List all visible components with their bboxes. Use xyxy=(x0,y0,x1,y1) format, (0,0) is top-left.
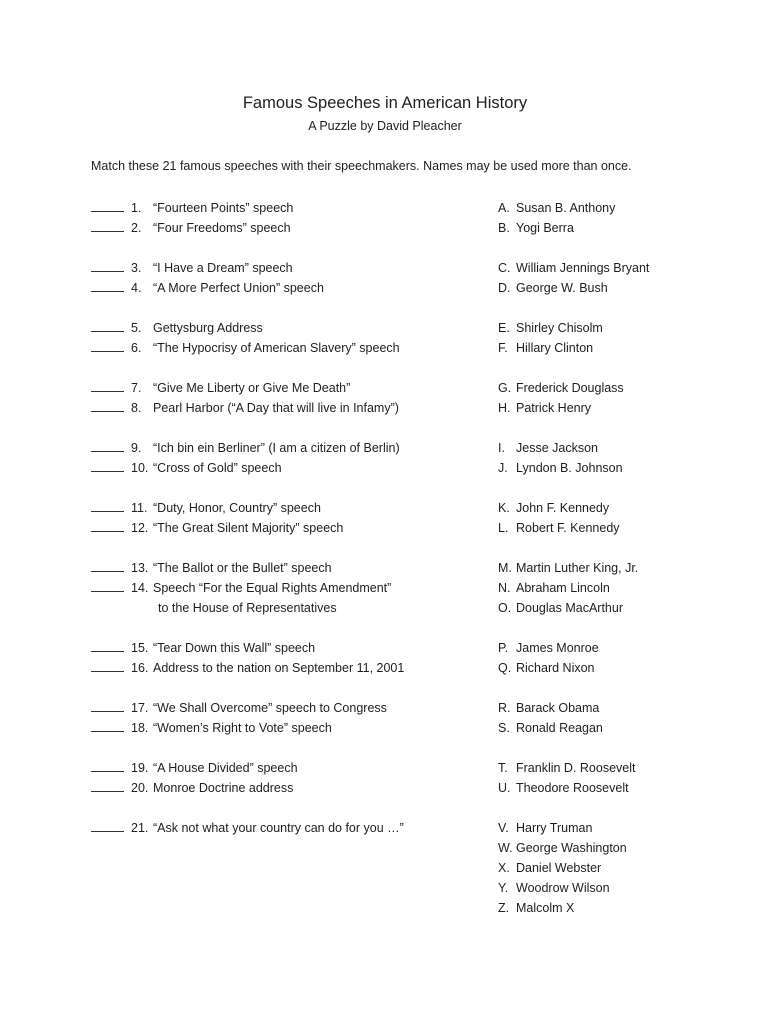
answer-item xyxy=(498,818,748,838)
question-text: “The Great Silent Majority” speech xyxy=(153,521,344,535)
answer-name: George Washington xyxy=(516,841,627,855)
question-item xyxy=(91,718,491,738)
answer-letter: Q. xyxy=(498,661,512,675)
question-text: “The Hypocrisy of American Slavery” speech xyxy=(153,341,400,355)
question-number: 17. xyxy=(131,701,149,715)
answer-letter: H. xyxy=(498,401,511,415)
question-text: “Duty, Honor, Country” speech xyxy=(153,501,321,515)
answer-letter: T. xyxy=(498,761,508,775)
question-number: 2. xyxy=(131,221,142,235)
answer-name: Patrick Henry xyxy=(516,401,592,415)
question-number: 14. xyxy=(131,581,149,595)
answer-letter: L. xyxy=(498,521,509,535)
answer-item xyxy=(498,398,748,418)
answer-item xyxy=(498,258,748,278)
page-title: Famous Speeches in American History xyxy=(242,94,528,112)
answer-name: Richard Nixon xyxy=(516,661,595,675)
answer-blank[interactable] xyxy=(91,398,124,412)
question-text: “We Shall Overcome” speech to Congress xyxy=(153,701,387,715)
answer-letter: C. xyxy=(498,261,511,275)
question-text: Monroe Doctrine address xyxy=(153,781,294,795)
question-number: 16. xyxy=(131,661,149,675)
answer-item xyxy=(498,378,748,398)
answer-name: Abraham Lincoln xyxy=(516,581,610,595)
question-item xyxy=(91,658,491,678)
answer-letter: G. xyxy=(498,381,512,395)
question-continuation: to the House of Representatives xyxy=(158,601,337,615)
answer-blank[interactable] xyxy=(91,258,124,272)
answer-item xyxy=(498,758,748,778)
answer-letter: R. xyxy=(498,701,511,715)
answer-blank[interactable] xyxy=(91,518,124,532)
answer-name: Lyndon B. Johnson xyxy=(516,461,623,475)
answer-item xyxy=(498,578,748,598)
question-text: “Fourteen Points” speech xyxy=(153,201,294,215)
question-number: 5. xyxy=(131,321,142,335)
answer-blank[interactable] xyxy=(91,558,124,572)
question-number: 21. xyxy=(131,821,149,835)
question-number: 18. xyxy=(131,721,149,735)
answer-blank[interactable] xyxy=(91,378,124,392)
question-text: “Women’s Right to Vote” speech xyxy=(153,721,332,735)
question-item xyxy=(91,438,491,458)
question-item xyxy=(91,518,491,538)
question-item xyxy=(91,198,491,218)
question-text: “Tear Down this Wall” speech xyxy=(153,641,316,655)
question-item xyxy=(91,258,491,278)
answer-blank[interactable] xyxy=(91,718,124,732)
answer-blank[interactable] xyxy=(91,438,124,452)
answer-letter: J. xyxy=(498,461,508,475)
answer-list xyxy=(498,198,748,918)
question-text: “I Have a Dream” speech xyxy=(153,261,293,275)
question-number: 9. xyxy=(131,441,142,455)
answer-letter: X. xyxy=(498,861,510,875)
answer-item xyxy=(498,718,748,738)
question-item xyxy=(91,378,491,398)
answer-letter: O. xyxy=(498,601,512,615)
answer-letter: W. xyxy=(498,841,513,855)
answer-letter: K. xyxy=(498,501,510,515)
answer-name: Douglas MacArthur xyxy=(516,601,623,615)
question-text: “Cross of Gold” speech xyxy=(153,461,282,475)
answer-blank[interactable] xyxy=(91,338,124,352)
question-number: 12. xyxy=(131,521,149,535)
question-number: 6. xyxy=(131,341,142,355)
answer-letter: B. xyxy=(498,221,510,235)
answer-name: Shirley Chisolm xyxy=(516,321,603,335)
question-item xyxy=(91,818,491,838)
question-number: 4. xyxy=(131,281,142,295)
question-item xyxy=(91,558,491,578)
question-text: “Give Me Liberty or Give Me Death” xyxy=(153,381,351,395)
question-item xyxy=(91,458,491,478)
question-item xyxy=(91,758,491,778)
answer-name: Yogi Berra xyxy=(516,221,574,235)
answer-blank[interactable] xyxy=(91,818,124,832)
answer-blank[interactable] xyxy=(91,218,124,232)
question-list xyxy=(91,198,491,838)
answer-item xyxy=(498,898,748,918)
answer-name: Robert F. Kennedy xyxy=(516,521,620,535)
question-item xyxy=(91,398,491,418)
answer-item xyxy=(498,458,748,478)
answer-name: Frederick Douglass xyxy=(516,381,624,395)
answer-name: Daniel Webster xyxy=(516,861,602,875)
answer-blank[interactable] xyxy=(91,698,124,712)
question-item xyxy=(91,318,491,338)
answer-item xyxy=(498,698,748,718)
page-subtitle: A Puzzle by David Pleacher xyxy=(308,119,462,133)
answer-item xyxy=(498,498,748,518)
answer-blank[interactable] xyxy=(91,498,124,512)
answer-name: Franklin D. Roosevelt xyxy=(516,761,636,775)
answer-item xyxy=(498,518,748,538)
question-number: 13. xyxy=(131,561,149,575)
answer-name: George W. Bush xyxy=(516,281,608,295)
answer-letter: Z. xyxy=(498,901,510,915)
answer-letter: D. xyxy=(498,281,511,295)
question-number: 3. xyxy=(131,261,142,275)
question-text: Address to the nation on September 11, 2001 xyxy=(153,661,405,675)
question-item xyxy=(91,218,491,238)
question-text: Speech “For the Equal Rights Amendment” xyxy=(153,581,392,595)
answer-item xyxy=(498,638,748,658)
answer-blank[interactable] xyxy=(91,658,124,672)
answer-item xyxy=(498,778,748,798)
answer-letter: Y. xyxy=(498,881,509,895)
answer-name: Susan B. Anthony xyxy=(516,201,616,215)
question-number: 10. xyxy=(131,461,149,475)
answer-item xyxy=(498,198,748,218)
answer-letter: M. xyxy=(498,561,512,575)
answer-item xyxy=(498,878,748,898)
answer-letter: E. xyxy=(498,321,510,335)
answer-name: Hillary Clinton xyxy=(516,341,594,355)
answer-item xyxy=(498,278,748,298)
answer-name: Jesse Jackson xyxy=(516,441,598,455)
answer-name: John F. Kennedy xyxy=(516,501,610,515)
answer-letter: U. xyxy=(498,781,511,795)
question-text: “Four Freedoms” speech xyxy=(153,221,291,235)
question-item xyxy=(91,638,491,658)
answer-letter: V. xyxy=(498,821,509,835)
answer-blank[interactable] xyxy=(91,318,124,332)
answer-blank[interactable] xyxy=(91,278,124,292)
question-text: “A House Divided” speech xyxy=(153,761,298,775)
question-text: “Ask not what your country can do for you …” xyxy=(153,821,404,835)
answer-name: Martin Luther King, Jr. xyxy=(516,561,639,575)
answer-blank[interactable] xyxy=(91,458,124,472)
question-number: 8. xyxy=(131,401,142,415)
question-item xyxy=(91,338,491,358)
question-number: 11. xyxy=(131,501,148,515)
answer-item xyxy=(498,658,748,678)
answer-blank[interactable] xyxy=(91,778,124,792)
answer-item xyxy=(498,438,748,458)
answer-letter: F. xyxy=(498,341,508,355)
answer-letter: P. xyxy=(498,641,509,655)
question-text: “The Ballot or the Bullet” speech xyxy=(153,561,332,575)
answer-item xyxy=(498,598,748,618)
answer-name: Theodore Roosevelt xyxy=(516,781,629,795)
answer-item xyxy=(498,338,748,358)
answer-item xyxy=(498,218,748,238)
question-text: “Ich bin ein Berliner” (I am a citizen of Berlin) xyxy=(153,441,400,455)
answer-name: James Monroe xyxy=(516,641,599,655)
answer-name: Harry Truman xyxy=(516,821,593,835)
answer-blank[interactable] xyxy=(91,758,124,772)
answer-item xyxy=(498,838,748,858)
answer-item xyxy=(498,318,748,338)
answer-name: Barack Obama xyxy=(516,701,600,715)
question-text: “A More Perfect Union” speech xyxy=(153,281,324,295)
question-number: 7. xyxy=(131,381,142,395)
answer-name: Malcolm X xyxy=(516,901,575,915)
answer-item xyxy=(498,558,748,578)
question-number: 1. xyxy=(131,201,142,215)
question-text: Gettysburg Address xyxy=(153,321,263,335)
question-text: Pearl Harbor (“A Day that will live in Infamy”) xyxy=(153,401,399,415)
question-number: 19. xyxy=(131,761,149,775)
answer-blank[interactable] xyxy=(91,638,124,652)
question-item xyxy=(91,778,491,798)
answer-letter: N. xyxy=(498,581,511,595)
answer-letter: S. xyxy=(498,721,510,735)
question-item xyxy=(91,278,491,298)
question-item xyxy=(91,498,491,518)
question-number: 15. xyxy=(131,641,149,655)
answer-blank[interactable] xyxy=(91,578,124,592)
instructions: Match these 21 famous speeches with their speechmakers. Names may be used more than once. xyxy=(91,159,632,173)
question-number: 20. xyxy=(131,781,149,795)
answer-name: Woodrow Wilson xyxy=(516,881,610,895)
question-item xyxy=(91,698,491,718)
answer-letter: I. xyxy=(498,441,505,455)
answer-name: Ronald Reagan xyxy=(516,721,603,735)
answer-blank[interactable] xyxy=(91,198,124,212)
answer-letter: A. xyxy=(498,201,510,215)
answer-name: William Jennings Bryant xyxy=(516,261,650,275)
question-item xyxy=(91,578,491,598)
answer-item xyxy=(498,858,748,878)
